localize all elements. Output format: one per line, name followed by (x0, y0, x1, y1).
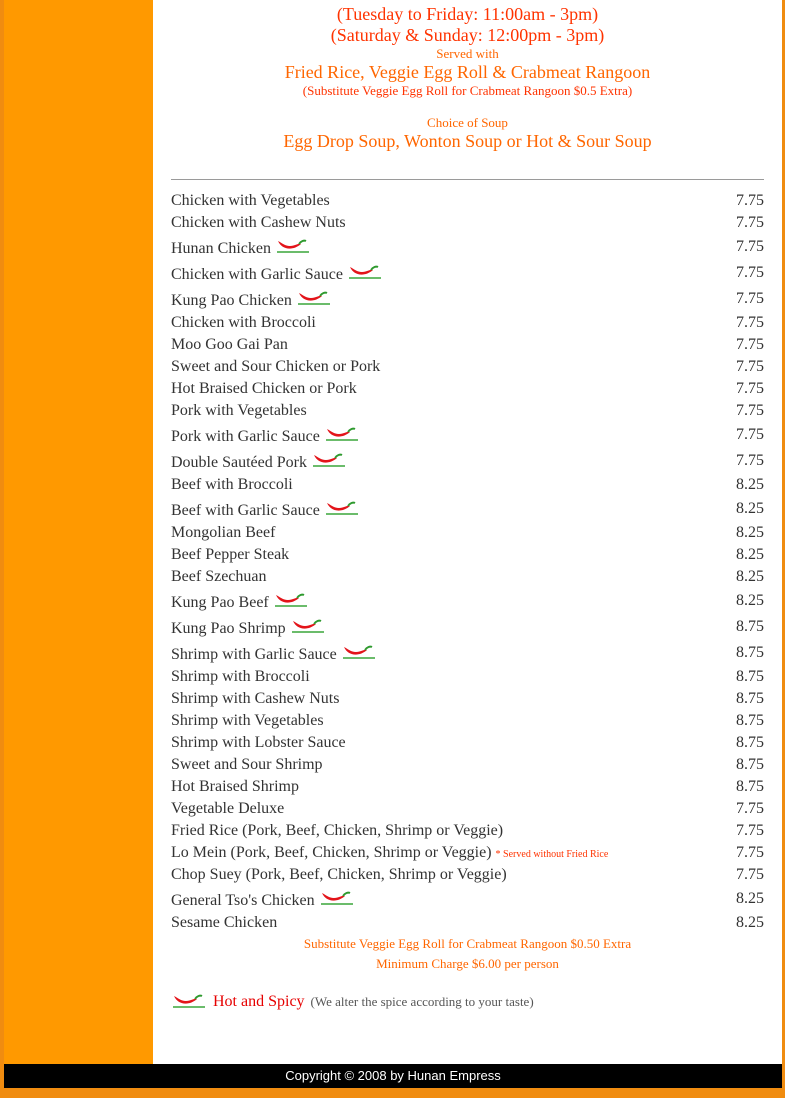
menu-item (171, 312, 764, 334)
menu-item-price: 7.75 (736, 238, 764, 255)
menu-item (171, 912, 764, 934)
menu-item-name (171, 732, 346, 754)
chili-pepper-icon (324, 423, 360, 443)
menu-item-name (171, 754, 323, 776)
divider (171, 179, 764, 180)
menu-item-name (171, 710, 324, 732)
menu-item-price: 7.75 (736, 290, 764, 307)
menu-item-label: Kung Pao Beef (171, 594, 269, 611)
chili-pepper-icon (290, 615, 326, 635)
menu-item-label: General Tso's Chicken (171, 892, 315, 909)
menu-item (171, 190, 764, 212)
menu-item-label: Moo Goo Gai Pan (171, 336, 288, 353)
served-with-items: Fried Rice, Veggie Egg Roll & Crabmeat Rangoon (284, 62, 651, 82)
menu-item-label: Double Sautéed Pork (171, 454, 307, 471)
menu-item-price: 8.75 (736, 668, 764, 685)
menu-item (171, 588, 764, 614)
menu-item-label: Chicken with Cashew Nuts (171, 214, 346, 231)
menu-item-label: Kung Pao Shrimp (171, 620, 286, 637)
menu-item (171, 334, 764, 356)
menu-item (171, 260, 764, 286)
menu-item-name (171, 566, 267, 588)
menu-item-label: Chicken with Broccoli (171, 314, 316, 331)
menu-item (171, 710, 764, 732)
menu-item-label: Beef Pepper Steak (171, 546, 290, 563)
menu-item (171, 614, 764, 640)
menu-item-price: 8.75 (736, 690, 764, 707)
menu-item-price: 8.75 (736, 644, 764, 661)
menu-item-label: Pork with Vegetables (171, 402, 307, 419)
soup-choices: Egg Drop Soup, Wonton Soup or Hot & Sour Soup (283, 131, 652, 151)
menu-item-label: Kung Pao Chicken (171, 292, 292, 309)
menu-item-label: Shrimp with Broccoli (171, 668, 310, 685)
hours-weekday: (Tuesday to Friday: 11:00am - 3pm) (336, 4, 599, 24)
menu-item-label: Lo Mein (Pork, Beef, Chicken, Shrimp or Veggie) (171, 844, 492, 861)
menu-item-price: 7.75 (736, 844, 764, 861)
substitute-note: (Substitute Veggie Egg Roll for Crabmeat Rangoon $0.5 Extra) (302, 83, 633, 98)
menu-item-price: 7.75 (736, 426, 764, 443)
chili-pepper-icon (296, 287, 332, 307)
menu-item-label: Sesame Chicken (171, 914, 278, 931)
chili-pepper-icon (311, 449, 347, 469)
menu-item-label: Pork with Garlic Sauce (171, 428, 320, 445)
chili-pepper-icon (324, 497, 360, 517)
menu-item-name (171, 312, 316, 334)
menu-item-price: 8.75 (736, 734, 764, 751)
menu-item-price: 8.25 (736, 568, 764, 585)
bottom-border (0, 1088, 785, 1098)
menu-item-label: Hunan Chicken (171, 240, 271, 257)
chili-pepper-icon (341, 641, 377, 661)
menu-item-label: Hot Braised Chicken or Pork (171, 380, 357, 397)
menu-item-price: 8.25 (736, 890, 764, 907)
left-sidebar (4, 0, 153, 1064)
menu-item-price: 7.75 (736, 822, 764, 839)
menu-item-label: Shrimp with Vegetables (171, 712, 324, 729)
menu-item (171, 732, 764, 754)
substitute-footer-note: Substitute Veggie Egg Roll for Crabmeat Rangoon $0.50 Extra (303, 936, 632, 951)
menu-item-price: 7.75 (736, 452, 764, 469)
menu-item-price: 8.25 (736, 476, 764, 493)
menu-item-price: 7.75 (736, 336, 764, 353)
legend-note: (We alter the spice according to your taste) (310, 994, 534, 1009)
menu-item-price: 7.75 (736, 314, 764, 331)
menu-item-name (171, 474, 293, 496)
menu-item (171, 448, 764, 474)
menu-item (171, 864, 764, 886)
menu-item-label: Mongolian Beef (171, 524, 276, 541)
menu-item (171, 798, 764, 820)
menu-item-price: 7.75 (736, 402, 764, 419)
menu-item-price: 7.75 (736, 358, 764, 375)
menu-item-label: Sweet and Sour Shrimp (171, 756, 323, 773)
menu-item (171, 422, 764, 448)
menu-item (171, 234, 764, 260)
menu-item-price: 7.75 (736, 264, 764, 281)
menu-item (171, 544, 764, 566)
footer: Copyright © 2008 by Hunan Empress (4, 1064, 782, 1088)
menu-item (171, 666, 764, 688)
menu-item-price: 7.75 (736, 800, 764, 817)
chili-pepper-icon (347, 261, 383, 281)
menu-item (171, 688, 764, 710)
chili-pepper-icon (319, 887, 355, 907)
menu-item-price: 8.75 (736, 756, 764, 773)
menu-item-label: Hot Braised Shrimp (171, 778, 299, 795)
chili-pepper-icon (273, 589, 309, 609)
menu-item-name (171, 912, 277, 934)
legend-label: Hot and Spicy (213, 993, 305, 1010)
menu-item-name (171, 820, 503, 842)
menu-item (171, 522, 764, 544)
menu-item (171, 776, 764, 798)
served-with-label: Served with (436, 46, 499, 61)
menu-item-price: 7.75 (736, 866, 764, 883)
menu-item (171, 286, 764, 312)
menu-item-label: Shrimp with Garlic Sauce (171, 646, 337, 663)
menu-item (171, 474, 764, 496)
menu-item-label: Chicken with Garlic Sauce (171, 266, 343, 283)
menu-item (171, 356, 764, 378)
menu-item (171, 886, 764, 912)
menu-list (171, 190, 764, 934)
menu-item-name (171, 378, 357, 400)
menu-item-label: Chop Suey (Pork, Beef, Chicken, Shrimp or Veggie) (171, 866, 507, 883)
minimum-charge-note: Minimum Charge $6.00 per person (376, 956, 559, 971)
menu-content (153, 0, 782, 1064)
soup-label: Choice of Soup (427, 115, 508, 130)
menu-item-note: * Served without Fried Rice (495, 849, 609, 860)
menu-item-name (171, 544, 289, 566)
chili-pepper-icon (171, 990, 207, 1010)
menu-item-price: 8.25 (736, 914, 764, 931)
menu-item-label: Beef with Garlic Sauce (171, 502, 320, 519)
menu-item-name (171, 190, 330, 212)
menu-item-price: 8.25 (736, 500, 764, 517)
menu-item-name (171, 522, 275, 544)
menu-item (171, 400, 764, 422)
menu-item-price: 8.75 (736, 618, 764, 635)
menu-item-label: Shrimp with Cashew Nuts (171, 690, 340, 707)
menu-item-label: Sweet and Sour Chicken or Pork (171, 358, 381, 375)
menu-item-price: 7.75 (736, 192, 764, 209)
menu-item-price: 8.25 (736, 546, 764, 563)
menu-item-label: Vegetable Deluxe (171, 800, 285, 817)
menu-item-name (171, 212, 346, 234)
menu-item-price: 7.75 (736, 380, 764, 397)
menu-item-name (171, 666, 310, 688)
menu-item-name (171, 864, 507, 886)
menu-item-name (171, 842, 608, 866)
menu-item-label: Beef Szechuan (171, 568, 267, 585)
menu-item (171, 496, 764, 522)
menu-item-name (171, 688, 339, 710)
menu-item-price: 8.75 (736, 712, 764, 729)
menu-item-price: 8.25 (736, 524, 764, 541)
menu-item-price: 8.75 (736, 778, 764, 795)
menu-item-name (171, 798, 284, 820)
menu-item-label: Fried Rice (Pork, Beef, Chicken, Shrimp or Veggie) (171, 822, 504, 839)
menu-item-label: Chicken with Vegetables (171, 192, 330, 209)
menu-item (171, 566, 764, 588)
menu-item (171, 754, 764, 776)
menu-item (171, 212, 764, 234)
menu-item-name (171, 776, 299, 798)
spicy-legend (171, 990, 534, 1011)
chili-pepper-icon (275, 235, 311, 255)
menu-item-label: Beef with Broccoli (171, 476, 293, 493)
menu-item (171, 842, 764, 864)
menu-item (171, 820, 764, 842)
menu-item-label: Shrimp with Lobster Sauce (171, 734, 346, 751)
menu-item-name (171, 356, 380, 378)
menu-item-price: 8.25 (736, 592, 764, 609)
menu-item-price: 7.75 (736, 214, 764, 231)
menu-item-name (171, 334, 288, 356)
hours-weekend: (Saturday & Sunday: 12:00pm - 3pm) (330, 25, 605, 45)
menu-item-name (171, 400, 307, 422)
menu-item (171, 378, 764, 400)
menu-item (171, 640, 764, 666)
